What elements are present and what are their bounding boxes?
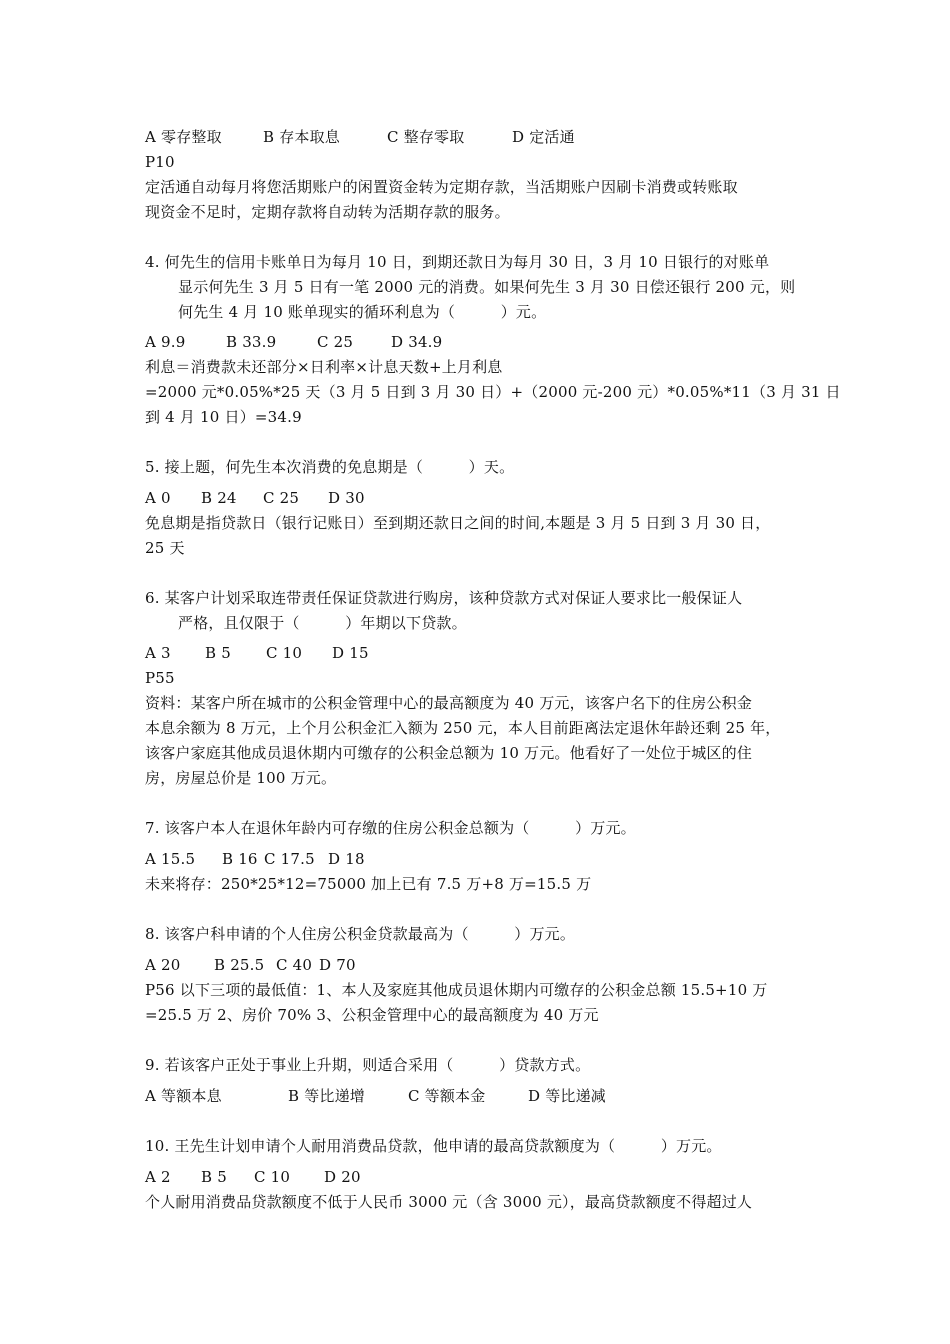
option-c: C 10 [266,644,303,662]
option-d: D 34.9 [391,333,443,351]
option-c: C 17.5 [264,850,315,868]
explanation-line: =25.5 万 2、房价 70% 3、公积金管理中心的最高额度为 40 万元 [145,1006,599,1024]
option-b: B 存本取息 [263,128,340,146]
explanation-line: 个人耐用消费品贷款额度不低于人民币 3000 元（含 3000 元），最高贷款额度不得超过人 [145,1193,753,1211]
option-a: A 零存整取 [145,128,222,146]
option-c: C 40 [276,956,313,974]
option-b: B 等比递增 [288,1087,365,1105]
explanation-line: =2000 元*0.05%*25 天（3 月 5 日到 3 月 30 日）+（2000 元-200 元）*0.05%*11（3 月 31 日 [145,383,841,401]
option-b: B 5 [205,644,231,662]
option-a: A 15.5 [145,850,196,868]
option-c: C 10 [254,1168,291,1186]
question-10-line: 10. 王先生计划申请个人耐用消费品贷款，他申请的最高贷款额度为（ ）万元。 [145,1137,722,1155]
question-6-line: 6. 某客户计划采取连带责任保证贷款进行购房，该种贷款方式对保证人要求比一般保证人 [145,589,743,607]
option-a: A 20 [145,956,181,974]
option-d: D 70 [319,956,356,974]
question-8-line: 8. 该客户科申请的个人住房公积金贷款最高为（ ）万元。 [145,925,576,943]
explanation-line: 免息期是指贷款日（银行记账日）至到期还款日之间的时间,本题是 3 月 5 日到 3 月 30 日， [145,514,771,532]
option-a: A 3 [145,644,171,662]
explanation-line: 25 天 [145,539,185,557]
option-c: C 25 [263,489,300,507]
material-line: 资料：某客户所在城市的公积金管理中心的最高额度为 40 万元，该客户名下的住房公积金 [145,694,753,712]
option-d: D 20 [324,1168,361,1186]
option-d: D 18 [328,850,365,868]
explanation-line: 利息＝消费款未还部分×日利率×计息天数+上月利息 [145,358,503,376]
option-b: B 5 [201,1168,227,1186]
option-a: A 等额本息 [145,1087,222,1105]
question-5-line: 5. 接上题，何先生本次消费的免息期是（ ）天。 [145,458,515,476]
explanation-line: 定活通自动每月将您活期账户的闲置资金转为定期存款，当活期账户因刷卡消费或转账取 [145,178,738,196]
question-6-line: 严格，且仅限于（ ）年期以下贷款。 [178,614,467,632]
option-c: C 整存零取 [387,128,465,146]
option-a: A 2 [145,1168,171,1186]
option-b: B 16 [222,850,258,868]
option-b: B 24 [201,489,237,507]
option-a: A 0 [145,489,171,507]
option-d: D 15 [332,644,369,662]
question-4-line: 4. 何先生的信用卡账单日为每月 10 日，到期还款日为每月 30 日，3 月 10 日银行的对账单 [145,253,770,271]
explanation-line: 到 4 月 10 日）=34.9 [145,408,302,426]
option-b: B 25.5 [214,956,265,974]
option-d: D 30 [328,489,365,507]
explanation-line: 现资金不足时，定期存款将自动转为活期存款的服务。 [145,203,510,221]
option-b: B 33.9 [226,333,277,351]
question-7-line: 7. 该客户本人在退休年龄内可存缴的住房公积金总额为（ ）万元。 [145,819,636,837]
page-reference: P55 [145,669,175,687]
question-4-line: 显示何先生 3 月 5 日有一笔 2000 元的消费。如果何先生 3 月 30 日偿还银行 200 元，则 [178,278,796,296]
material-line: 本息余额为 8 万元，上个月公积金汇入额为 250 元，本人目前距离法定退休年龄还剩 25 年， [145,719,781,737]
option-a: A 9.9 [145,333,186,351]
page-reference: P10 [145,153,175,171]
option-c: C 25 [317,333,354,351]
option-c: C 等额本金 [408,1087,486,1105]
material-line: 房，房屋总价是 100 万元。 [145,769,337,787]
option-d: D 定活通 [512,128,575,146]
question-4-line: 何先生 4 月 10 账单现实的循环利息为（ ）元。 [178,303,547,321]
option-d: D 等比递减 [528,1087,606,1105]
explanation-line: P56 以下三项的最低值：1、本人及家庭其他成员退休期内可缴存的公积金总额 15.5+10 万 [145,981,768,999]
question-9-line: 9. 若该客户正处于事业上升期，则适合采用（ ）贷款方式。 [145,1056,591,1074]
explanation-line: 未来将存：250*25*12=75000 加上已有 7.5 万+8 万=15.5 万 [145,875,592,893]
material-line: 该客户家庭其他成员退休期内可缴存的公积金总额为 10 万元。他看好了一处位于城区的住 [145,744,753,762]
